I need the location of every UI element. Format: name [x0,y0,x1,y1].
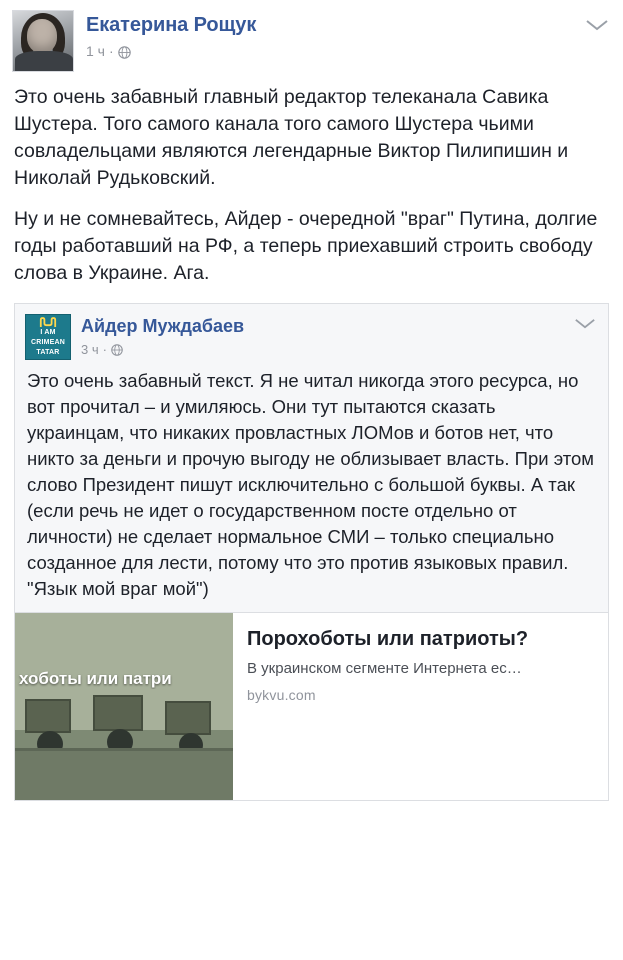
chevron-down-icon[interactable] [585,14,609,36]
attachment-thumbnail[interactable] [15,613,233,800]
post-header-text [86,10,256,59]
tamga-icon [39,317,57,328]
shared-avatar-line-2: CRIMEAN [30,339,66,346]
shared-post-meta [81,342,244,357]
post-author-name[interactable]: Екатерина Рощук [86,14,257,36]
globe-icon[interactable] [111,344,124,357]
post-body [0,78,623,299]
attachment-info [233,613,608,800]
thumb-desk [15,748,233,800]
avatar-face [27,19,57,53]
thumbnail-overlay-text: хоботы или патри [19,669,172,688]
shared-post-header [15,304,608,364]
avatar-body [15,51,73,71]
shared-avatar[interactable] [25,314,71,360]
shared-meta-separator: · [102,342,107,357]
shared-post-header-text [81,314,244,357]
post-meta [86,43,256,59]
shared-post-text: Это очень забавный текст. Я не читал никогда этого ресурса, но вот прочитал – и умиляюсь. Они тут пытаются сказать украинцам, что никаких провластных ЛОМов и ботов нет, что никто за деньги и прочую выгоду не облизывает власть. При этом слово Президент пишут исключительно с большой буквы. А так (если речь не идет о государственном посте отдельно от личности) не сделает нормальное СМИ – только специально созданное для лести, потому что это против языковых правил. "Язык мой враг мой") [27,370,595,599]
globe-icon[interactable] [118,46,131,59]
thumb-monitor [165,701,211,735]
shared-post-body [15,364,608,612]
post-paragraph-1: Это очень забавный главный редактор телеканала Савика Шустера. Того самого канала того самого Шустера чьими совладельцами являются легендарные Виктор Пилипишин и Николай Рудьковский. [14,86,569,189]
attachment-domain: bykvu.com [247,687,316,703]
shared-avatar-line-1: I AM [40,329,56,336]
shared-avatar-line-3: TATAR [36,349,60,356]
post-header [0,0,623,78]
thumb-monitor [25,699,71,733]
avatar[interactable] [12,10,74,72]
shared-post-author-name[interactable]: Айдер Муждабаев [81,316,245,336]
post-paragraph-2: Ну и не сомневайтесь, Айдер - очередной "враг" Путина, долгие годы работавший на РФ, а теперь приехавший строить свободу слова в Украине. Ага. [14,208,598,284]
post-timestamp[interactable]: 1 ч [86,43,105,59]
shared-post-timestamp[interactable]: 3 ч [81,342,99,357]
shared-avatar-lines [26,328,70,358]
chevron-down-icon[interactable] [574,314,596,334]
thumb-monitor [93,695,143,731]
attachment-title[interactable]: Порохоботы или патриоты? [247,628,529,650]
meta-separator: · [108,43,114,59]
attachment-description: В украинском сегменте Интернета ес… [247,660,522,677]
link-attachment[interactable] [15,612,608,800]
shared-post[interactable] [14,303,609,801]
